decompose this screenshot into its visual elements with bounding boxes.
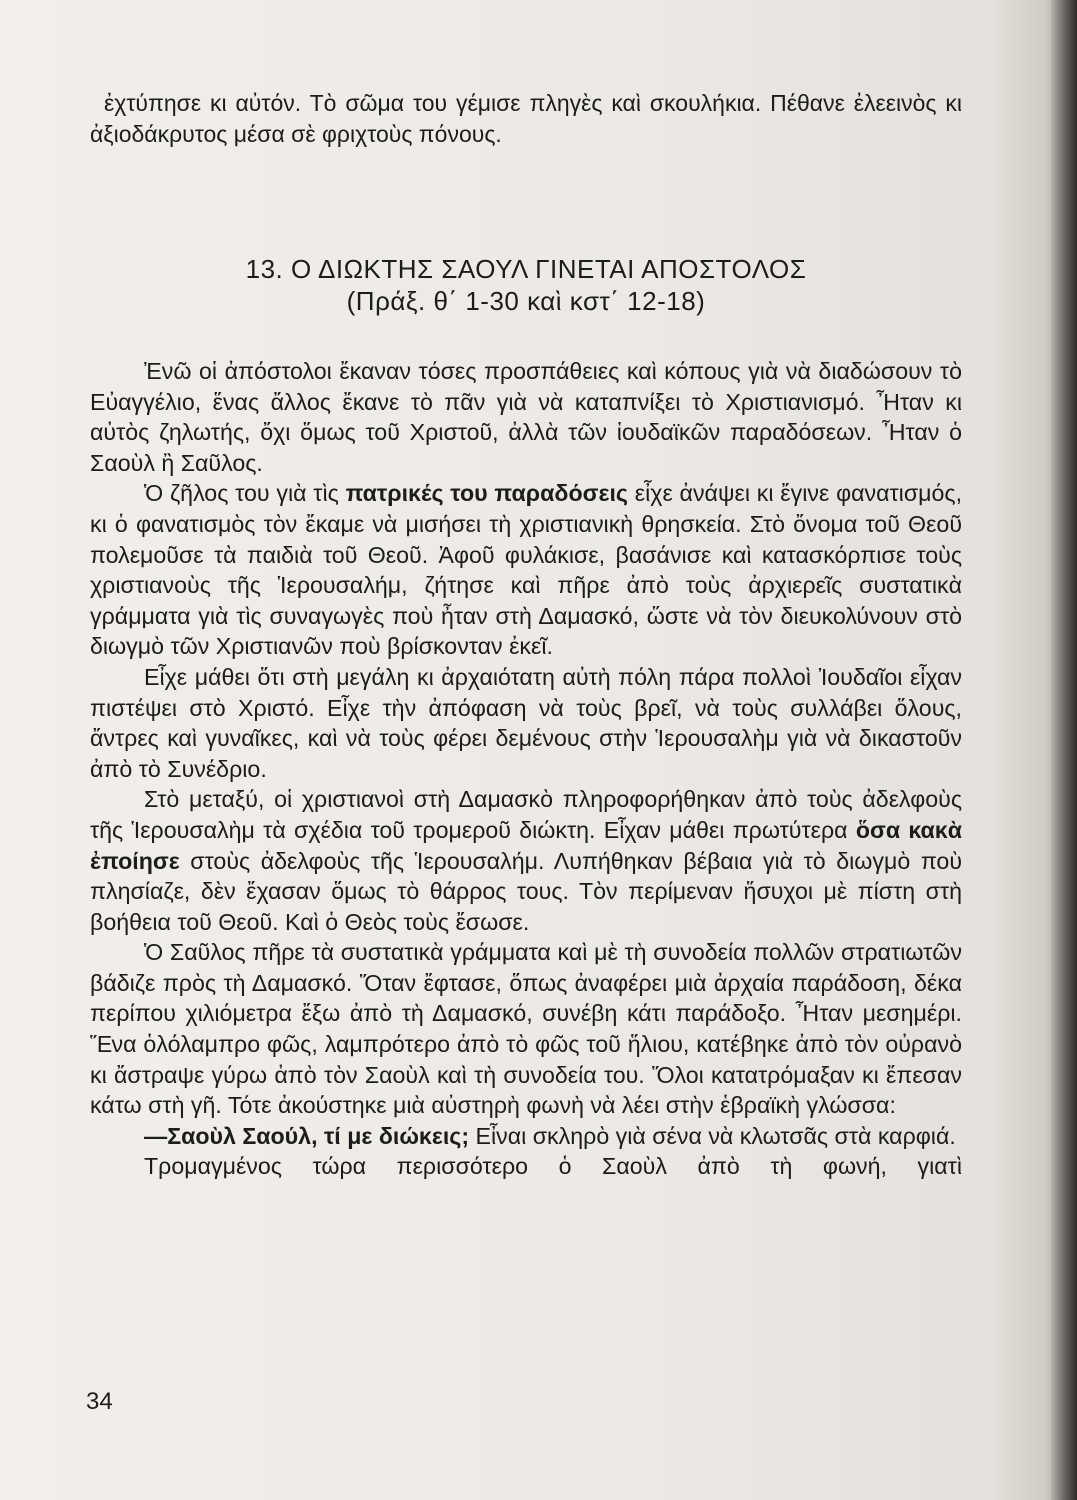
paragraph-2-bold: πατρικές του παραδόσεις	[345, 480, 628, 507]
paragraph-1: Ἐνῶ οἱ ἀπόστολοι ἔκαναν τόσες προσπάθειες καὶ κόπους γιὰ νὰ διαδώσουν τὸ Εὐαγγέλιο, ἕνας ἄλλος ἔκανε τὸ πᾶν γιὰ νὰ καταπνίξει τὸ Χριστιανισμό. Ἦταν κι αὐτὸς ζηλωτής, ὄχι ὅμως τοῦ Χριστοῦ, ἀλλὰ τῶν ἰουδαϊκῶν παραδόσεων. Ἦταν ὁ Σαοὺλ ἢ Σαῦλος.	[90, 358, 962, 476]
paragraph-4-text-b: στοὺς ἀδελφοὺς τῆς Ἱερουσαλήμ. Λυπήθηκαν βέβαια γιὰ τὸ διωγμὸ ποὺ πλησίαζε, δὲν ἔχασαν ὅμως τὸ θάρρος τους. Τὸν περίμεναν ἥσυχοι μὲ πίστη στὴ βοήθεια τοῦ Θεοῦ. Καὶ ὁ Θεὸς τοὺς ἔσωσε.	[90, 847, 962, 935]
opening-paragraph: ἐχτύπησε κι αὐτόν. Τὸ σῶμα του γέμισε πληγὲς καὶ σκουλήκια. Πέθανε ἐλεεινὸς κι ἀξιοδάκρυτος μέσα σὲ φριχτοὺς πόνους.	[90, 90, 962, 147]
chapter-title: 13. Ο ΔΙΩΚΤΗΣ ΣΑΟΥΛ ΓΙΝΕΤΑΙ ΑΠΟΣΤΟΛΟΣ	[245, 254, 807, 284]
paragraph-3: Εἶχε μάθει ὅτι στὴ μεγάλη κι ἀρχαιότατη αὐτὴ πόλη πάρα πολλοὶ Ἰουδαῖοι εἶχαν πιστέψει στὸ Χριστό. Εἶχε τὴν ἀπόφαση νὰ τοὺς βρεῖ, νὰ τοὺς συλλάβει ὅλους, ἄντρες καὶ γυναῖκες, καὶ νὰ τοὺς φέρει δεμένους στὴν Ἱερουσαλὴμ γιὰ νὰ δικαστοῦν ἀπὸ τὸ Συνέδριο.	[90, 663, 962, 782]
paragraph-5: Ὁ Σαῦλος πῆρε τὰ συστατικὰ γράμματα καὶ μὲ τὴ συνοδεία πολλῶν στρατιωτῶν βάδιζε πρὸς τὴ Δαμασκό. Ὅταν ἔφτασε, ὅπως ἀναφέρει μιὰ ἀρχαία παράδοση, δέκα περίπου χιλιόμετρα ἔξω ἀπὸ τὴ Δαμασκό, συνέβη κάτι παράδοξο. Ἦταν μεσημέρι. Ἕνα ὁλόλαμπρο φῶς, λαμπρότερο ἀπὸ τὸ φῶς τοῦ ἥλιου, κατέβηκε ἀπὸ τὸν οὐρανὸ κι ἄστραψε γύρω ἀπὸ τὸν Σαοὺλ καὶ τὴ συνοδεία του. Ὅλοι κατατρόμαξαν κι ἔπεσαν κάτω στὴ γῆ. Τότε ἀκούστηκε μιὰ αὐστηρὴ φωνὴ νὰ λέει στὴν ἑβραϊκὴ γλώσσα:	[90, 939, 962, 1119]
chapter-reference: (Πράξ. θ΄ 1-30 καὶ κστ΄ 12-18)	[346, 286, 706, 316]
chapter-heading	[90, 253, 962, 317]
chapter-body	[90, 356, 962, 1182]
paragraph-2	[90, 478, 962, 662]
paragraph-6-text: Εἶναι σκληρὸ γιὰ σένα νὰ κλωτσᾶς στὰ καρφιά.	[469, 1122, 956, 1149]
paragraph-7: Τρομαγμένος τώρα περισσότερο ὁ Σαοὺλ ἀπὸ τὴ φωνή, γιατὶ	[144, 1153, 962, 1180]
paragraph-2-text-b: εἶχε ἀνάψει κι ἔγινε φανατισμός, κι ὁ φανατισμὸς τὸν ἔκαμε νὰ μισήσει τὴ χριστιανικὴ θρησκεία. Στὸ ὄνομα τοῦ Θεοῦ πολεμοῦσε τὰ παιδιὰ τοῦ Θεοῦ. Ἀφοῦ φυλάκισε, βασάνισε καὶ κατασκόρπισε τοὺς χριστιανοὺς τῆς Ἱερουσαλήμ, ζήτησε καὶ πῆρε ἀπὸ τοὺς ἀρχιερεῖς συστατικὰ γράμματα γιὰ τὶς συναγωγὲς ποὺ ἦταν στὴ Δαμασκό, ὥστε νὰ τὸν διευκολύνουν στὸ διωγμὸ τῶν Χριστιανῶν ποὺ βρίσκονταν ἐκεῖ.	[90, 480, 963, 660]
paragraph-4-bold: ὅσα κακὰ ἐποίησε	[90, 816, 962, 874]
book-spine-shadow	[1051, 0, 1077, 1500]
paragraph-4-text-a: Στὸ μεταξύ, οἱ χριστιανοὶ στὴ Δαμασκὸ πληροφορήθηκαν ἀπὸ τοὺς ἀδελφοὺς τῆς Ἱερουσαλὴμ τὰ σχέδια τοῦ τρομεροῦ διώκτη. Εἶχαν μάθει πρωτύτερα	[90, 786, 962, 843]
page-number: 34	[86, 1388, 113, 1415]
paragraph-6	[90, 1121, 962, 1152]
paragraph-2-text-a: Ὁ ζῆλος του γιὰ τὶς	[144, 480, 346, 507]
opening-text	[90, 88, 962, 149]
paragraph-4	[90, 784, 962, 937]
paragraph-6-bold: —Σαοὺλ Σαούλ, τί με διώκεις;	[144, 1122, 470, 1149]
